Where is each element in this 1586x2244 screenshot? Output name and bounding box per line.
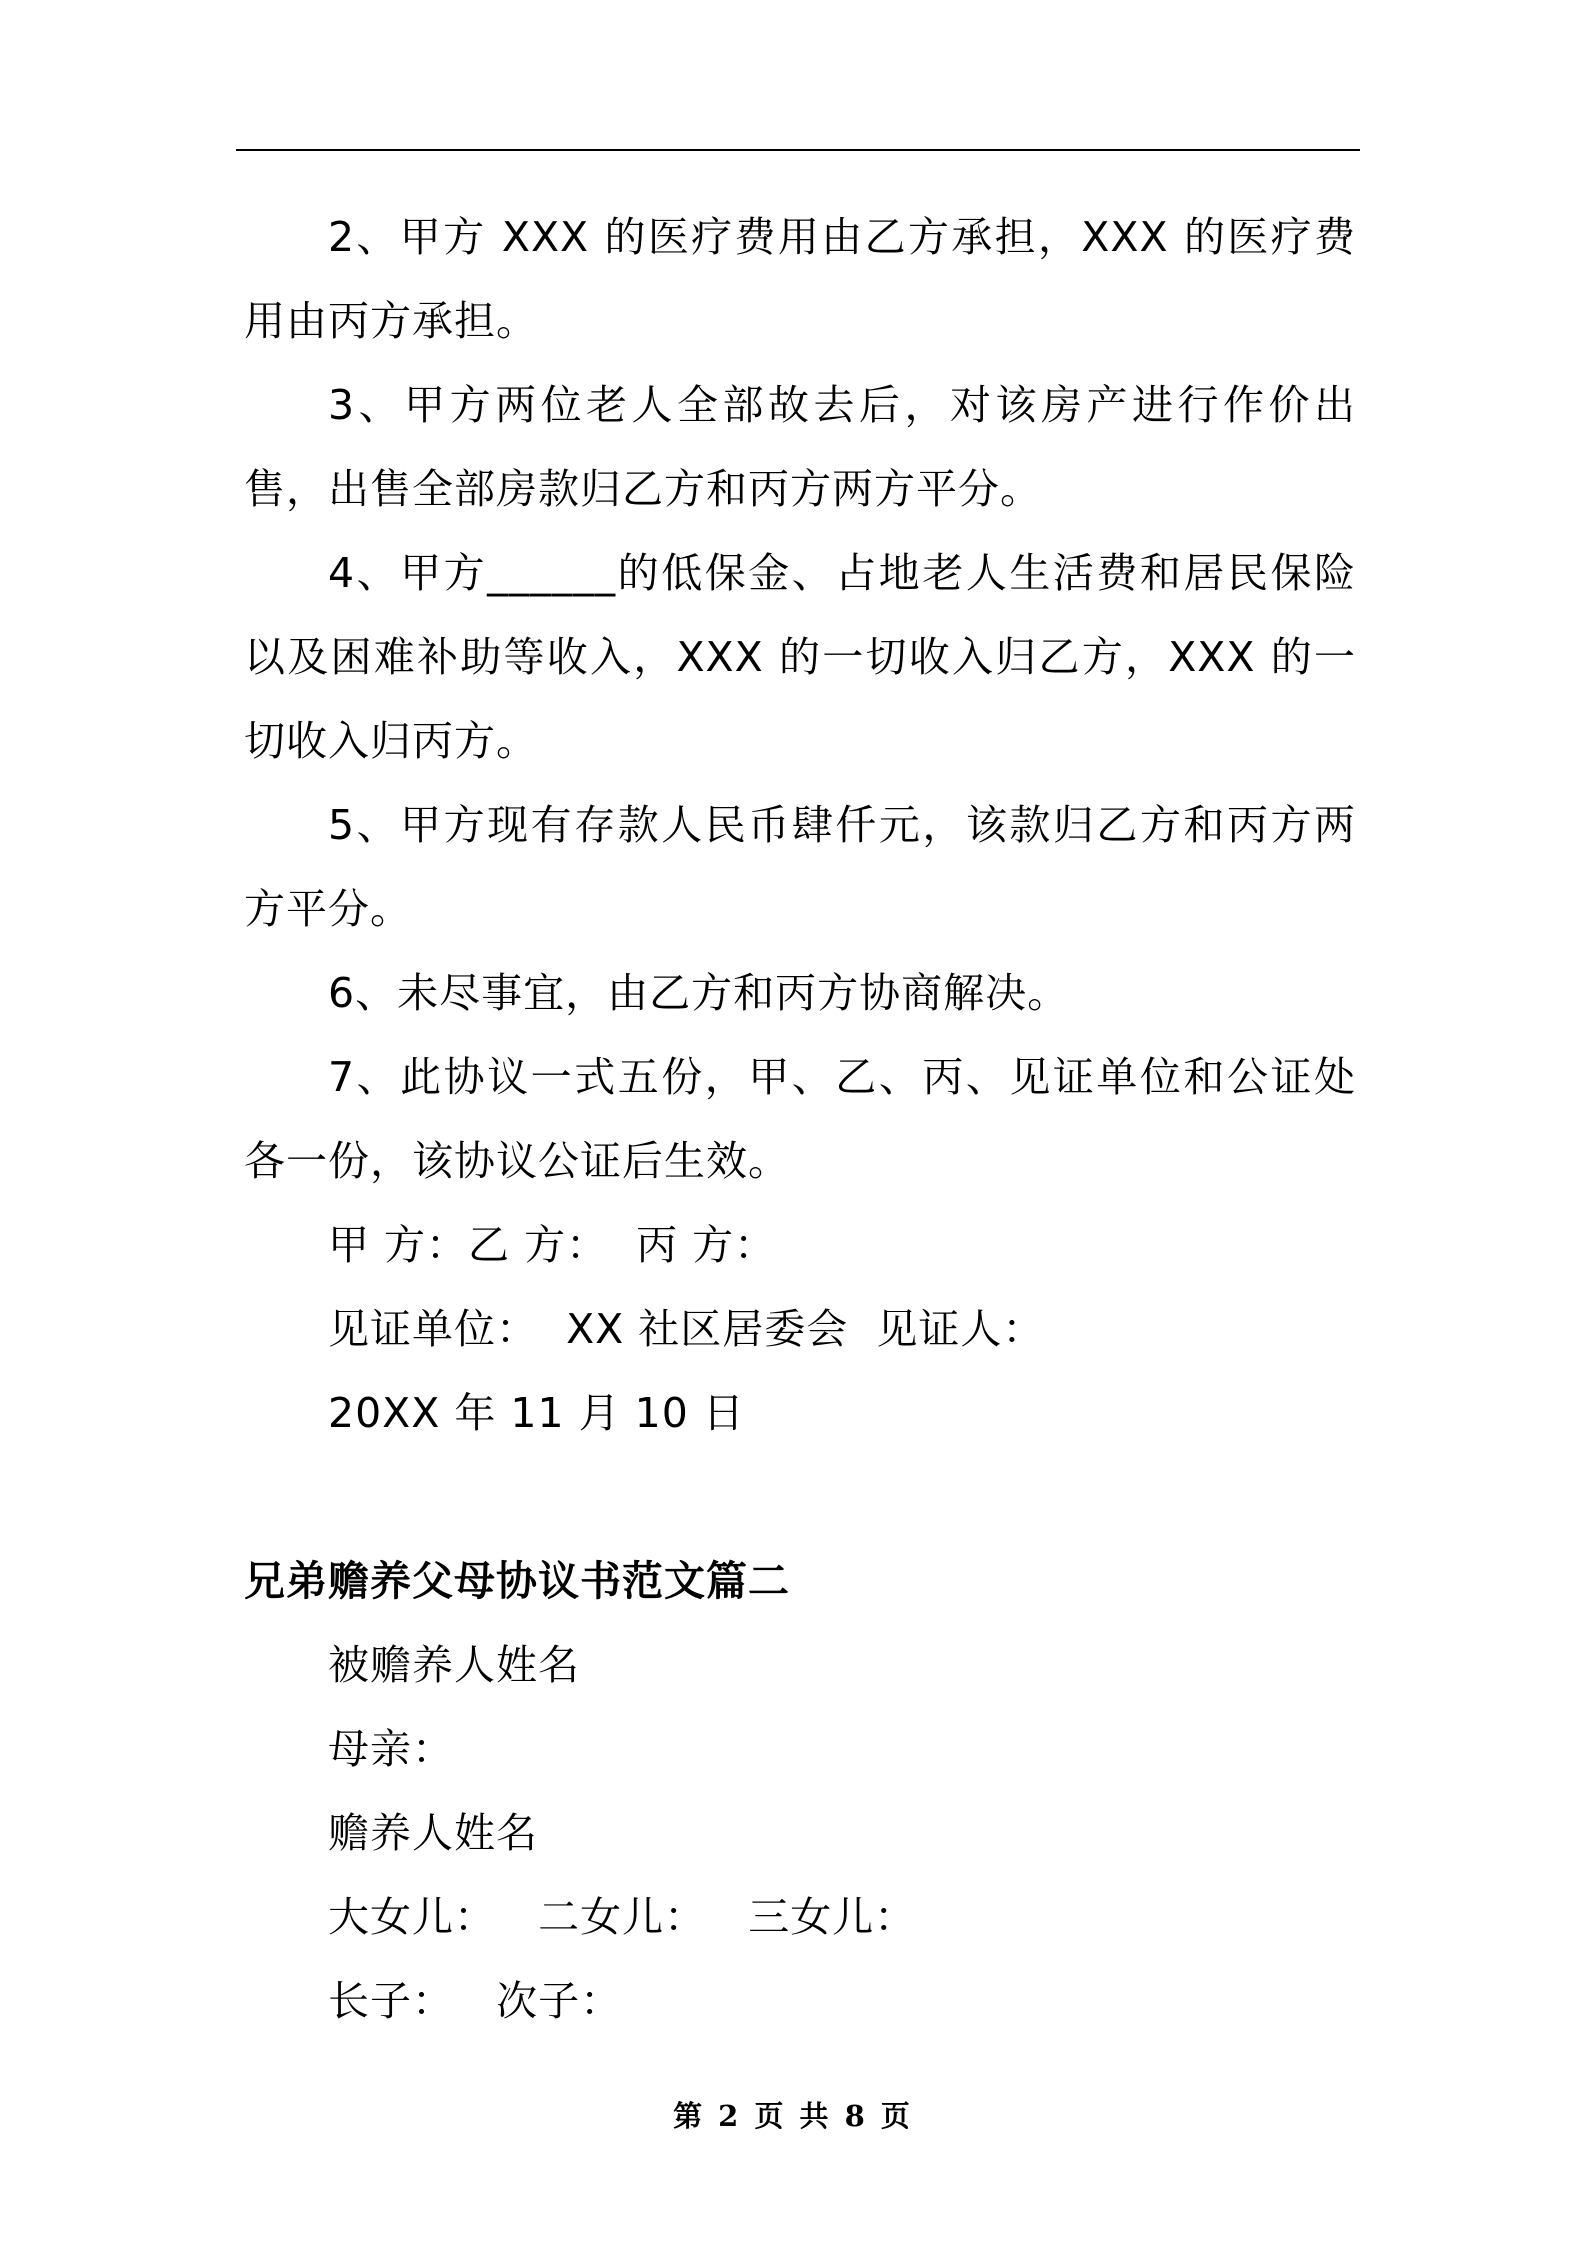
clause-4: 4、甲方______的低保金、占地老人生活费和居民保险以及困难补助等收入，XXX 的一切收入归乙方，XXX 的一切收入归丙方。	[244, 549, 1356, 765]
clause-2: 2、甲方 XXX 的医疗费用由乙方承担，XXX 的医疗费用由丙方承担。	[244, 213, 1356, 345]
mother-field: 母亲：	[328, 1725, 454, 1773]
page-number: 第 2 页 共 8 页	[673, 2099, 913, 2133]
sons-fields: 长子： 次子：	[328, 1977, 623, 2025]
clause-5: 5、甲方现有存款人民币肆仟元，该款归乙方和丙方两方平分。	[244, 801, 1356, 933]
clause-7: 7、此协议一式五份，甲、乙、丙、见证单位和公证处各一份，该协议公证后生效。	[244, 1053, 1356, 1185]
witness-line: 见证单位： XX 社区居委会 见证人：	[328, 1305, 1045, 1353]
section-spacer	[244, 1455, 1356, 1539]
clause-3: 3、甲方两位老人全部故去后，对该房产进行作价出售，出售全部房款归乙方和丙方两方平分。	[244, 381, 1356, 513]
agreement-date: 20XX 年 11 月 10 日	[328, 1389, 745, 1437]
clause-6: 6、未尽事宜，由乙方和丙方协商解决。	[328, 969, 1070, 1017]
header-rule	[236, 149, 1360, 151]
signature-line: 甲 方：乙 方： 丙 方：	[328, 1221, 777, 1269]
document-body	[244, 195, 1356, 2043]
daughters-fields: 大女儿： 二女儿： 三女儿：	[328, 1893, 917, 1941]
section-title: 兄弟赡养父母协议书范文篇二	[244, 1557, 790, 1605]
supported-person-label: 被赡养人姓名	[328, 1641, 580, 1689]
supporter-label: 赡养人姓名	[328, 1809, 538, 1857]
